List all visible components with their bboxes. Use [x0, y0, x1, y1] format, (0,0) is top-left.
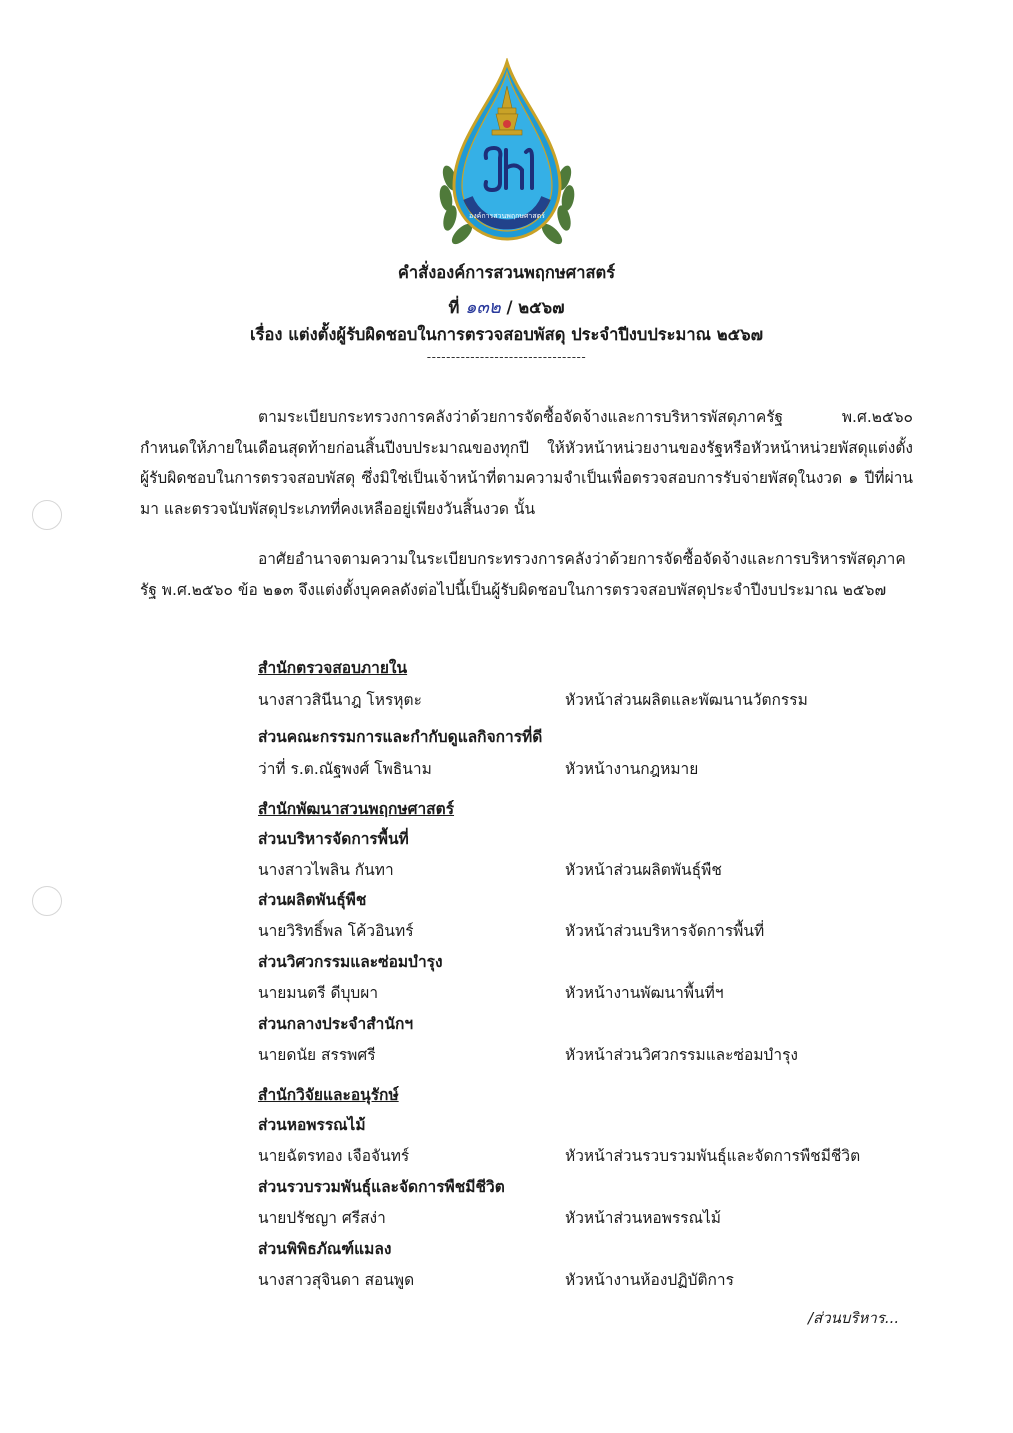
- botanical-garden-logo: [436, 58, 578, 254]
- person-name: นายปรัชญา ศรีสง่า: [258, 1209, 386, 1227]
- section-title: สำนักพัฒนาสวนพฤกษศาสตร์: [258, 800, 455, 818]
- person-position: หัวหน้างานกฎหมาย: [565, 760, 699, 778]
- number-suffix: / ๒๕๖๗: [506, 298, 565, 317]
- subsection-title: ส่วนวิศวกรรมและซ่อมบำรุง: [258, 953, 443, 971]
- order-subject: เรื่อง แต่งตั้งผู้รับผิดชอบในการตรวจสอบพัสดุ ประจำปีงบประมาณ ๒๕๖๗: [250, 325, 763, 344]
- person-name: นายวิริทธิ์พล โค้วอินทร์: [258, 922, 414, 940]
- person-position: หัวหน้าส่วนผลิตและพัฒนานวัตกรรม: [565, 691, 808, 709]
- continuation-note: /ส่วนบริหาร...: [808, 1309, 900, 1327]
- person-name: ว่าที่ ร.ต.ณัฐพงศ์ โพธินาม: [258, 760, 432, 778]
- subsection-title: ส่วนผลิตพันธุ์พืช: [258, 891, 367, 909]
- subsection-title: ส่วนพิพิธภัณฑ์แมลง: [258, 1240, 392, 1258]
- person-name: นายดนัย สรรพศรี: [258, 1046, 376, 1064]
- org-title: คำสั่งองค์การสวนพฤกษศาสตร์: [397, 263, 616, 282]
- person-position: หัวหน้างานห้องปฏิบัติการ: [565, 1271, 734, 1289]
- seal-text: องค์การสวนพฤกษศาสตร์: [469, 212, 545, 220]
- number-prefix: ที่: [448, 298, 460, 317]
- order-number: [0, 292, 1013, 321]
- section-title: สำนักตรวจสอบภายใน: [258, 659, 408, 677]
- person-position: หัวหน้าส่วนรวบรวมพันธุ์และจัดการพืชมีชีวิต: [565, 1147, 861, 1165]
- subsection-title: ส่วนบริหารจัดการพื้นที่: [258, 830, 409, 848]
- person-name: นางสาวไพลิน กันทา: [258, 861, 394, 879]
- person-name: นางสาวสินีนาฎ โหรหุตะ: [258, 691, 422, 709]
- handwritten-number: ๑๓๒: [465, 297, 501, 318]
- header-divider: ---------------------------------: [426, 350, 587, 364]
- subsection-title: ส่วนหอพรรณไม้: [258, 1116, 366, 1134]
- person-position: หัวหน้าส่วนวิศวกรรมและซ่อมบำรุง: [565, 1046, 798, 1064]
- person-name: นายฉัตรทอง เจือจันทร์: [258, 1147, 410, 1165]
- person-position: หัวหน้าส่วนหอพรรณไม้: [565, 1209, 721, 1227]
- section-title: ส่วนคณะกรรมการและกำกับดูแลกิจการที่ดี: [258, 728, 543, 746]
- person-position: หัวหน้างานพัฒนาพื้นที่ฯ: [565, 984, 724, 1002]
- paragraph-1: ตามระเบียบกระทรวงการคลังว่าด้วยการจัดซื้อจัดจ้างและการบริหารพัสดุภาครัฐ พ.ศ.๒๕๖๐ กำหนดให้ภายในเดือนสุดท้ายก่อนสิ้นปีงบประมาณของทุกปี ให้หัวหน้าหน่วยงานของรัฐหรือหัวหน้าหน่วยพัสดุแต่งตั้งผู้รับผิดชอบในการตรวจสอบพัสดุ ซึ่งมิใช่เป็นเจ้าหน้าที่ตามความจำเป็นเพื่อตรวจสอบการรับจ่ายพัสดุในงวด ๑ ปีที่ผ่านมา และตรวจนับพัสดุประเภทที่คงเหลืออยู่เพียงวันสิ้นงวด นั้น: [140, 408, 913, 518]
- person-position: หัวหน้าส่วนบริหารจัดการพื้นที่: [565, 922, 765, 940]
- person-position: หัวหน้าส่วนผลิตพันธุ์พืช: [565, 861, 722, 879]
- subsection-title: ส่วนรวบรวมพันธุ์และจัดการพืชมีชีวิต: [258, 1178, 505, 1196]
- punch-hole: [32, 886, 62, 916]
- subsection-title: ส่วนกลางประจำสำนักฯ: [258, 1015, 414, 1033]
- person-name: นายมนตรี ดีบุบผา: [258, 984, 379, 1002]
- section-title: สำนักวิจัยและอนุรักษ์: [258, 1086, 399, 1104]
- punch-hole: [32, 500, 62, 530]
- paragraph-2: อาศัยอำนาจตามความในระเบียบกระทรวงการคลังว่าด้วยการจัดซื้อจัดจ้างและการบริหารพัสดุภาครัฐ พ.ศ.๒๕๖๐ ข้อ ๒๑๓ จึงแต่งตั้งบุคคลดังต่อไปนี้เป็นผู้รับผิดชอบในการตรวจสอบพัสดุประจำปีงบประมาณ ๒๕๖๗: [140, 550, 906, 599]
- person-name: นางสาวสุจินดา สอนพูด: [258, 1271, 415, 1289]
